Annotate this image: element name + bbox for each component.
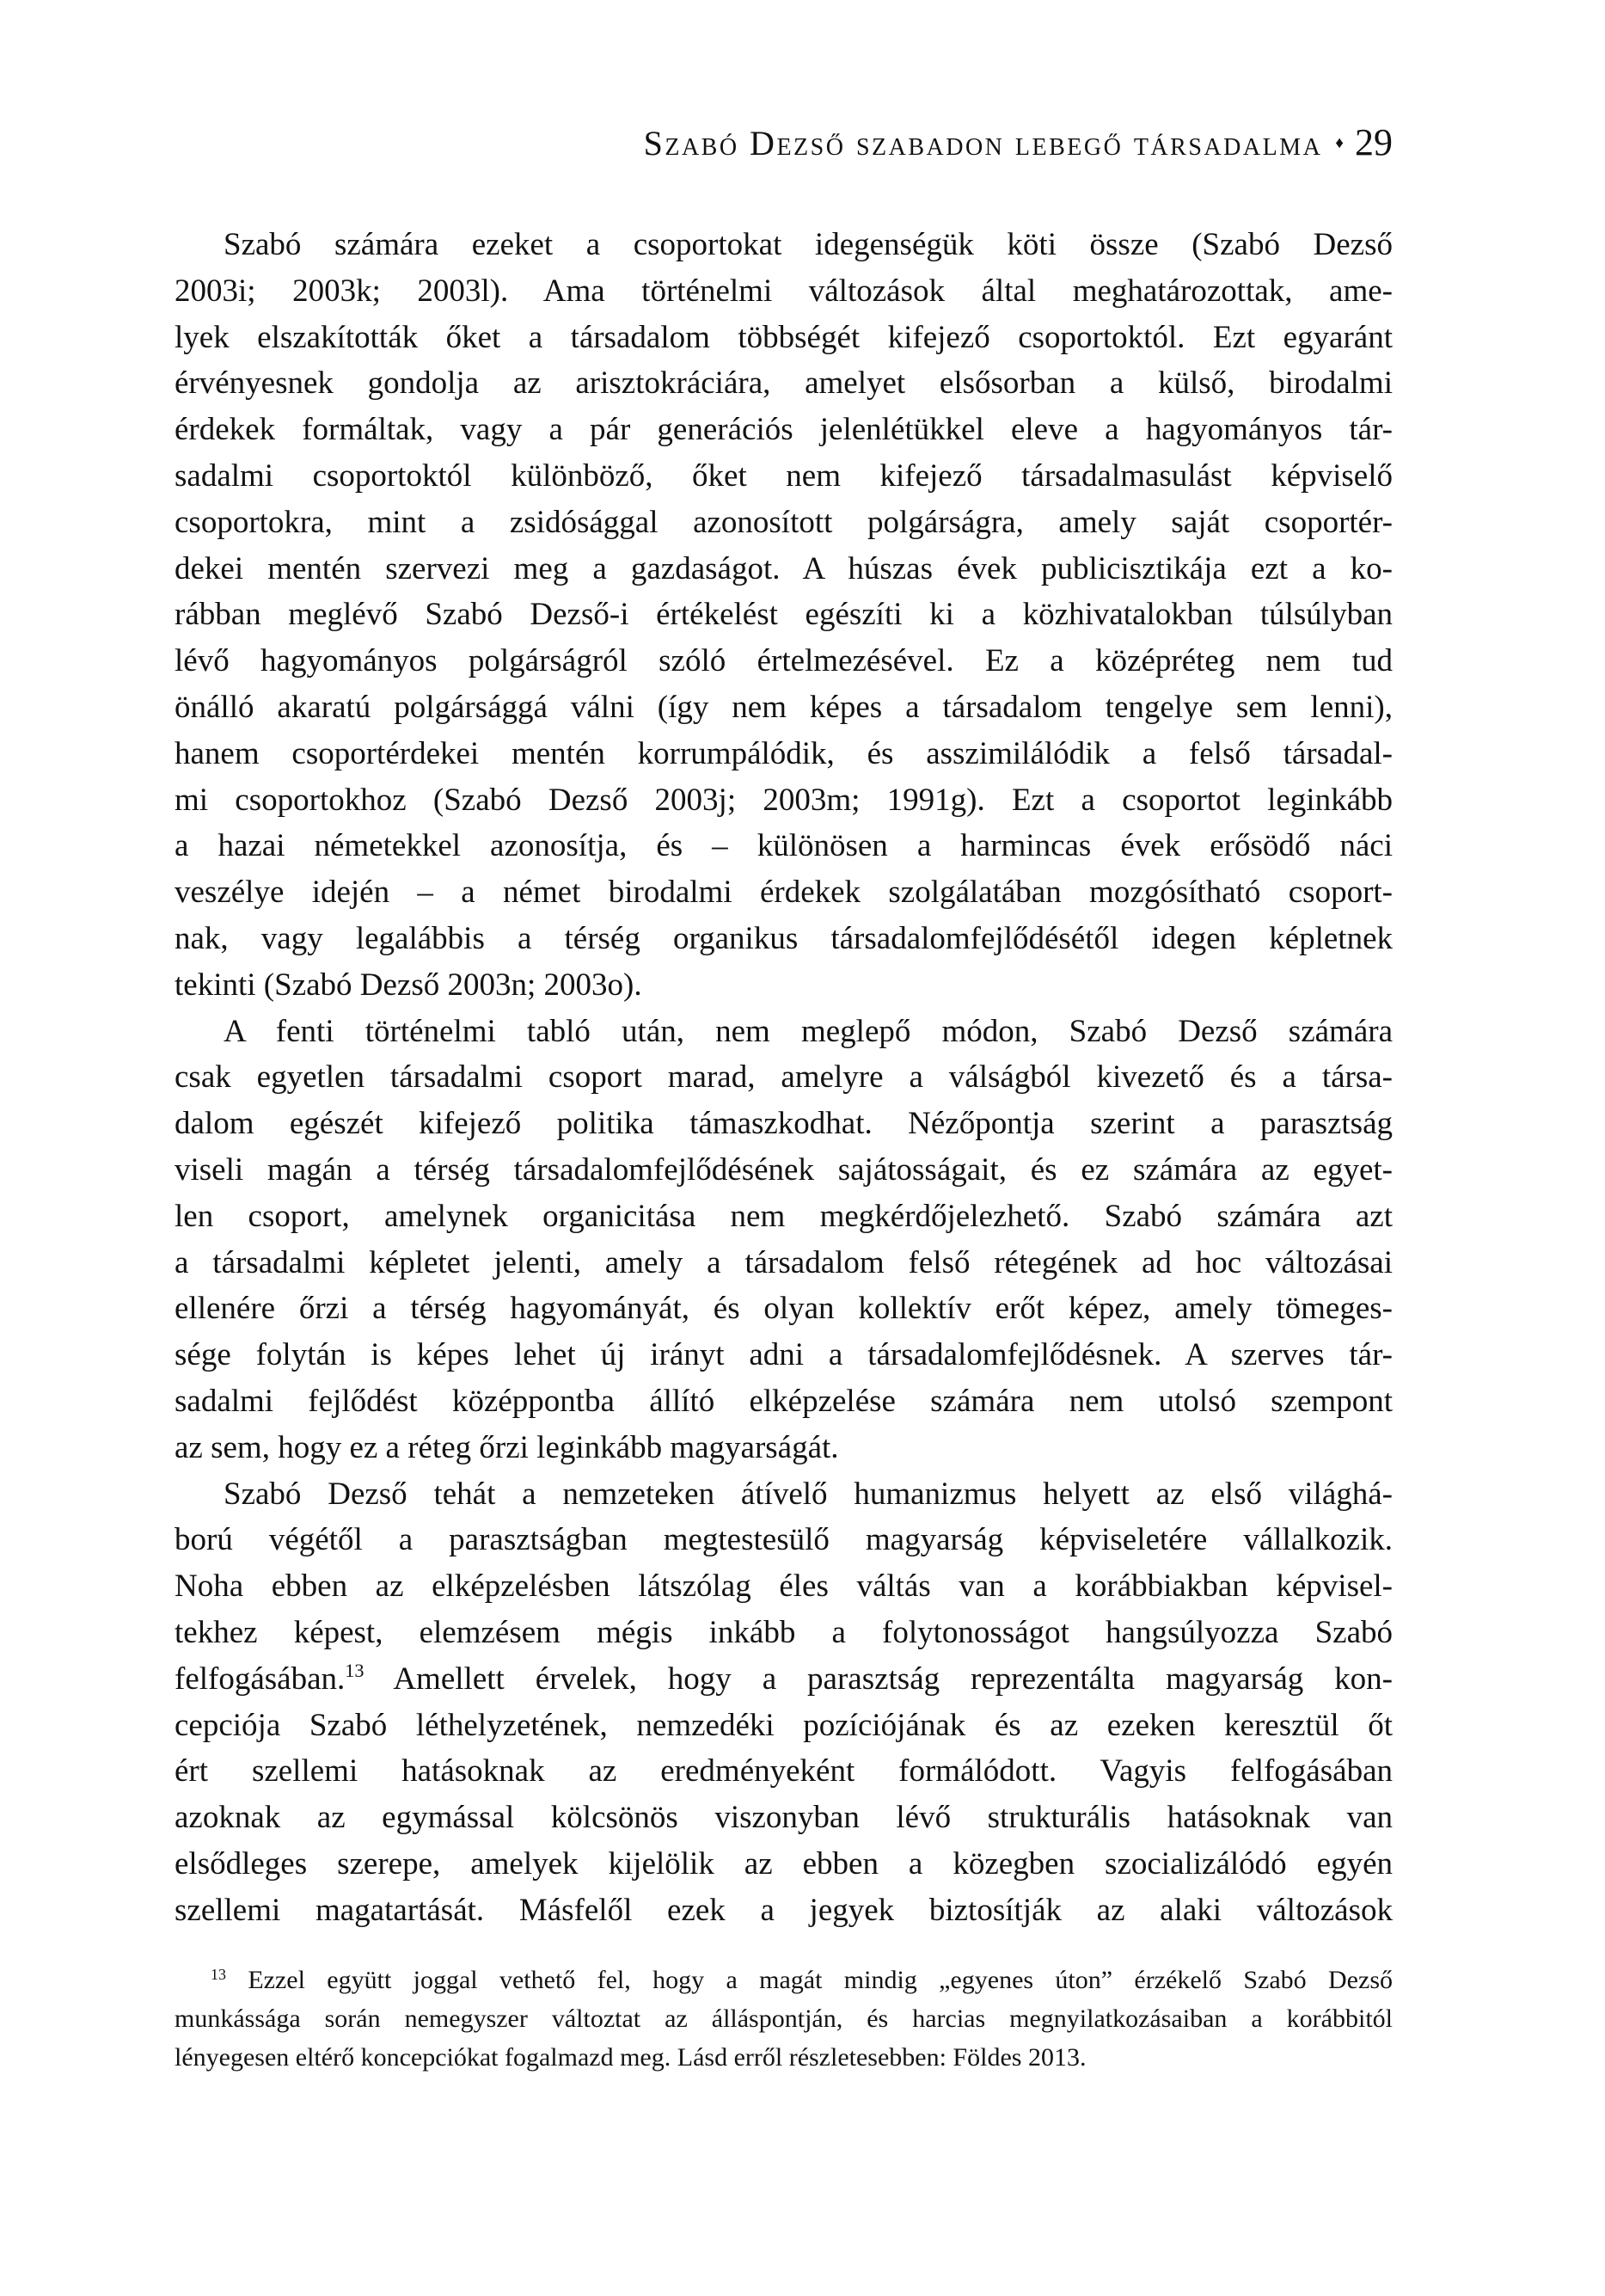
paragraph bbox=[175, 1009, 1393, 1471]
text-line: azoknak az egymással kölcsönös viszonyban lévő strukturális hatásoknak van bbox=[175, 1800, 1393, 1836]
text-line: az sem, hogy ez a réteg őrzi leginkább magyarságát. bbox=[175, 1429, 839, 1465]
text-line: érdekek formáltak, vagy a pár generációs jelenlétükkel eleve a hagyományos tár- bbox=[175, 412, 1393, 448]
footnote-ref: 13 bbox=[211, 1966, 226, 1983]
text-line: csoportokra, mint a zsidósággal azonosított polgárságra, amely saját csoportér- bbox=[175, 504, 1393, 540]
text-line: érvényesnek gondolja az arisztokráciára, amelyet elsősorban a külső, birodalmi bbox=[175, 365, 1393, 402]
running-header bbox=[175, 119, 1393, 168]
footnote-ref: 13 bbox=[345, 1659, 364, 1681]
text-line: sége folytán is képes lehet új irányt adni a társadalomfejlődésnek. A szerves tár- bbox=[175, 1337, 1393, 1373]
text-line: csak egyetlen társadalmi csoport marad, amelyre a válságból kivezető és a társa- bbox=[175, 1059, 1393, 1096]
text-line: felfogásában.$^{13}$ Amellett érvelek, hogy a parasztság reprezentálta magyarság kon- bbox=[175, 1659, 1393, 1697]
text-line: rábban meglévő Szabó Dezső-i értékelést egészíti ki a közhivatalokban túlsúlyban bbox=[175, 597, 1393, 633]
text-line: viseli magán a térség társadalomfejlődésének sajátosságait, és ez számára az egyet- bbox=[175, 1151, 1393, 1188]
text-line: cepciója Szabó léthelyzetének, nemzedéki pozíciójának és az ezeken keresztül őt bbox=[175, 1707, 1393, 1743]
text-line: nak, vagy legalábbis a térség organikus társadalomfejlődésétől idegen képletnek bbox=[175, 920, 1393, 956]
text-line: ború végétől a parasztságban megtestesülő magyarság képviseletére vállalkozik. bbox=[175, 1522, 1393, 1558]
text-line: lyek elszakították őket a társadalom többségét kifejező csoportoktól. Ezt egyaránt bbox=[175, 319, 1393, 355]
text-line: dalom egészét kifejező politika támaszkodhat. Nézőpontja szerint a parasztság bbox=[175, 1106, 1393, 1142]
running-header-title: Szabó Dezső szabadon lebegő társadalma bbox=[643, 124, 1323, 163]
text-line: Szabó Dezső tehát a nemzeteken átívelő humanizmus helyett az első világhá- bbox=[224, 1476, 1393, 1512]
text-line: mi csoportokhoz (Szabó Dezső 2003j; 2003m; 1991g). Ezt a csoportot leginkább bbox=[175, 782, 1393, 818]
text-line: len csoport, amelynek organicitása nem megkérdőjelezhető. Szabó számára azt bbox=[175, 1198, 1393, 1234]
text-line: sadalmi csoportoktól különböző, őket nem kifejező társadalmasulást képviselő bbox=[175, 457, 1393, 494]
text-line: veszélye idején – a német birodalmi érdekek szolgálatában mozgósítható csoport- bbox=[175, 875, 1393, 911]
text-line: 2003i; 2003k; 2003l). Ama történelmi változások által meghatározottak, ame- bbox=[175, 273, 1393, 309]
text-line: A fenti történelmi tabló után, nem meglepő módon, Szabó Dezső számára bbox=[224, 1013, 1393, 1049]
text-line: hanem csoportérdekei mentén korrumpálódik, és asszimilálódik a felső társadal- bbox=[175, 735, 1393, 771]
text-line: elsődleges szerepe, amelyek kijelölik az ebben a közegben szocializálódó egyén bbox=[175, 1845, 1393, 1882]
separator-diamond-icon: ♦ bbox=[1335, 134, 1344, 152]
page-number: 29 bbox=[1355, 121, 1393, 163]
text-line: tekinti (Szabó Dezső 2003n; 2003o). bbox=[175, 967, 642, 1003]
text-line: Szabó számára ezeket a csoportokat idegenségük köti össze (Szabó Dezső bbox=[224, 227, 1393, 262]
text-line: szellemi magatartását. Másfelől ezek a jegyek biztosítják az alaki változások bbox=[175, 1892, 1393, 1928]
text-line: lévő hagyományos polgárságról szóló értelmezésével. Ez a középréteg nem tud bbox=[175, 643, 1393, 679]
text-line: a társadalmi képletet jelenti, amely a társadalom felső rétegének ad hoc változásai bbox=[175, 1244, 1393, 1280]
text-line: a hazai németekkel azonosítja, és – különösen a harmincas évek erősödő náci bbox=[175, 828, 1393, 864]
text-line: ért szellemi hatásoknak az eredményeként formálódott. Vagyis felfogásában bbox=[175, 1753, 1393, 1790]
text-line: ellenére őrzi a térség hagyományát, és olyan kollektív erőt képez, amely tömeges- bbox=[175, 1291, 1393, 1327]
text-line: munkássága során nemegyszer változtat az álláspontján, és harcias megnyilatkozásaiban a korábbitól bbox=[175, 2004, 1393, 2033]
footnote bbox=[175, 1961, 1393, 2077]
footnote-paragraph bbox=[175, 1961, 1393, 2077]
body-text bbox=[175, 222, 1393, 1933]
paragraph bbox=[175, 222, 1393, 1009]
paragraph bbox=[175, 1471, 1393, 1934]
text-line: $^{13}$ Ezzel együtt joggal vethető fel, hogy a magát mindig „egyenes úton” érzékelő Szabó Dezső bbox=[211, 1966, 1393, 1994]
text-line: sadalmi fejlődést középpontba állító elképzelése számára nem utolsó szempont bbox=[175, 1383, 1393, 1419]
text-line: önálló akaratú polgársággá válni (így nem képes a társadalom tengelye sem lenni), bbox=[175, 689, 1393, 725]
text-line: dekei mentén szervezi meg a gazdaságot. A húszas évek publicisztikája ezt a ko- bbox=[175, 550, 1393, 586]
text-line: Noha ebben az elképzelésben látszólag éles váltás van a korábbiakban képvisel- bbox=[175, 1569, 1393, 1605]
text-line: tekhez képest, elemzésem mégis inkább a folytonosságot hangsúlyozza Szabó bbox=[175, 1614, 1393, 1650]
text-line: lényegesen eltérő koncepciókat fogalmazd meg. Lásd erről részletesebben: Földes 2013. bbox=[175, 2043, 1087, 2072]
